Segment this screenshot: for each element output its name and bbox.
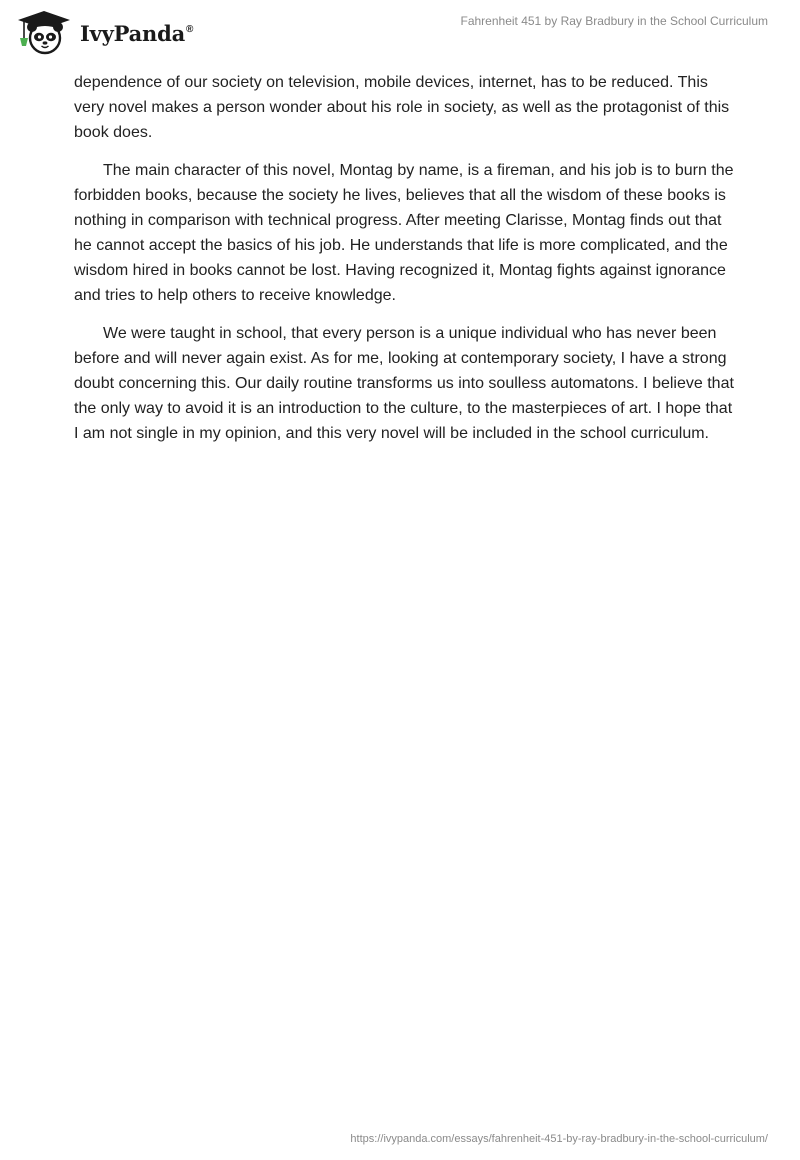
brand-name: IvyPanda [80, 20, 186, 46]
essay-body [74, 70, 734, 459]
document-title: Fahrenheit 451 by Ray Bradbury in the School Curriculum [460, 14, 768, 28]
paragraph: The main character of this novel, Montag by name, is a fireman, and his job is to burn the forbidden books, because the society he lives, believes that all the wisdom of these books is nothing in comparison with technical progress. After meeting Clarisse, Montag finds out that he cannot accept the basics of his job. He understands that life is more complicated, and the wisdom hired in books cannot be lost. Having recognized it, Montag fights against ignorance and tries to help others to receive knowledge. [74, 162, 734, 304]
ivypanda-logo[interactable] [14, 8, 193, 56]
page-header [0, 0, 800, 64]
registered-mark: ® [186, 23, 194, 35]
logo-wordmark [80, 21, 193, 46]
paragraph: We were taught in school, that every person is a unique individual who has never been before and will never again exist. As for me, looking at contemporary society, I have a strong doubt concerning this. Our daily routine transforms us into soulless automatons. I believe that the only way to avoid it is an introduction to the culture, to the masterpieces of art. I hope that I am not single in my opinion, and this very novel will be included in the school curriculum. [74, 325, 734, 442]
paragraph: dependence of our society on television, mobile devices, internet, has to be reduced. This very novel makes a person wonder about his role in society, as well as the protagonist of this book does. [74, 74, 730, 141]
panda-graduate-icon [14, 8, 74, 56]
source-url-link[interactable]: https://ivypanda.com/essays/fahrenheit-451-by-ray-bradbury-in-the-school-curriculum/ [350, 1133, 768, 1145]
